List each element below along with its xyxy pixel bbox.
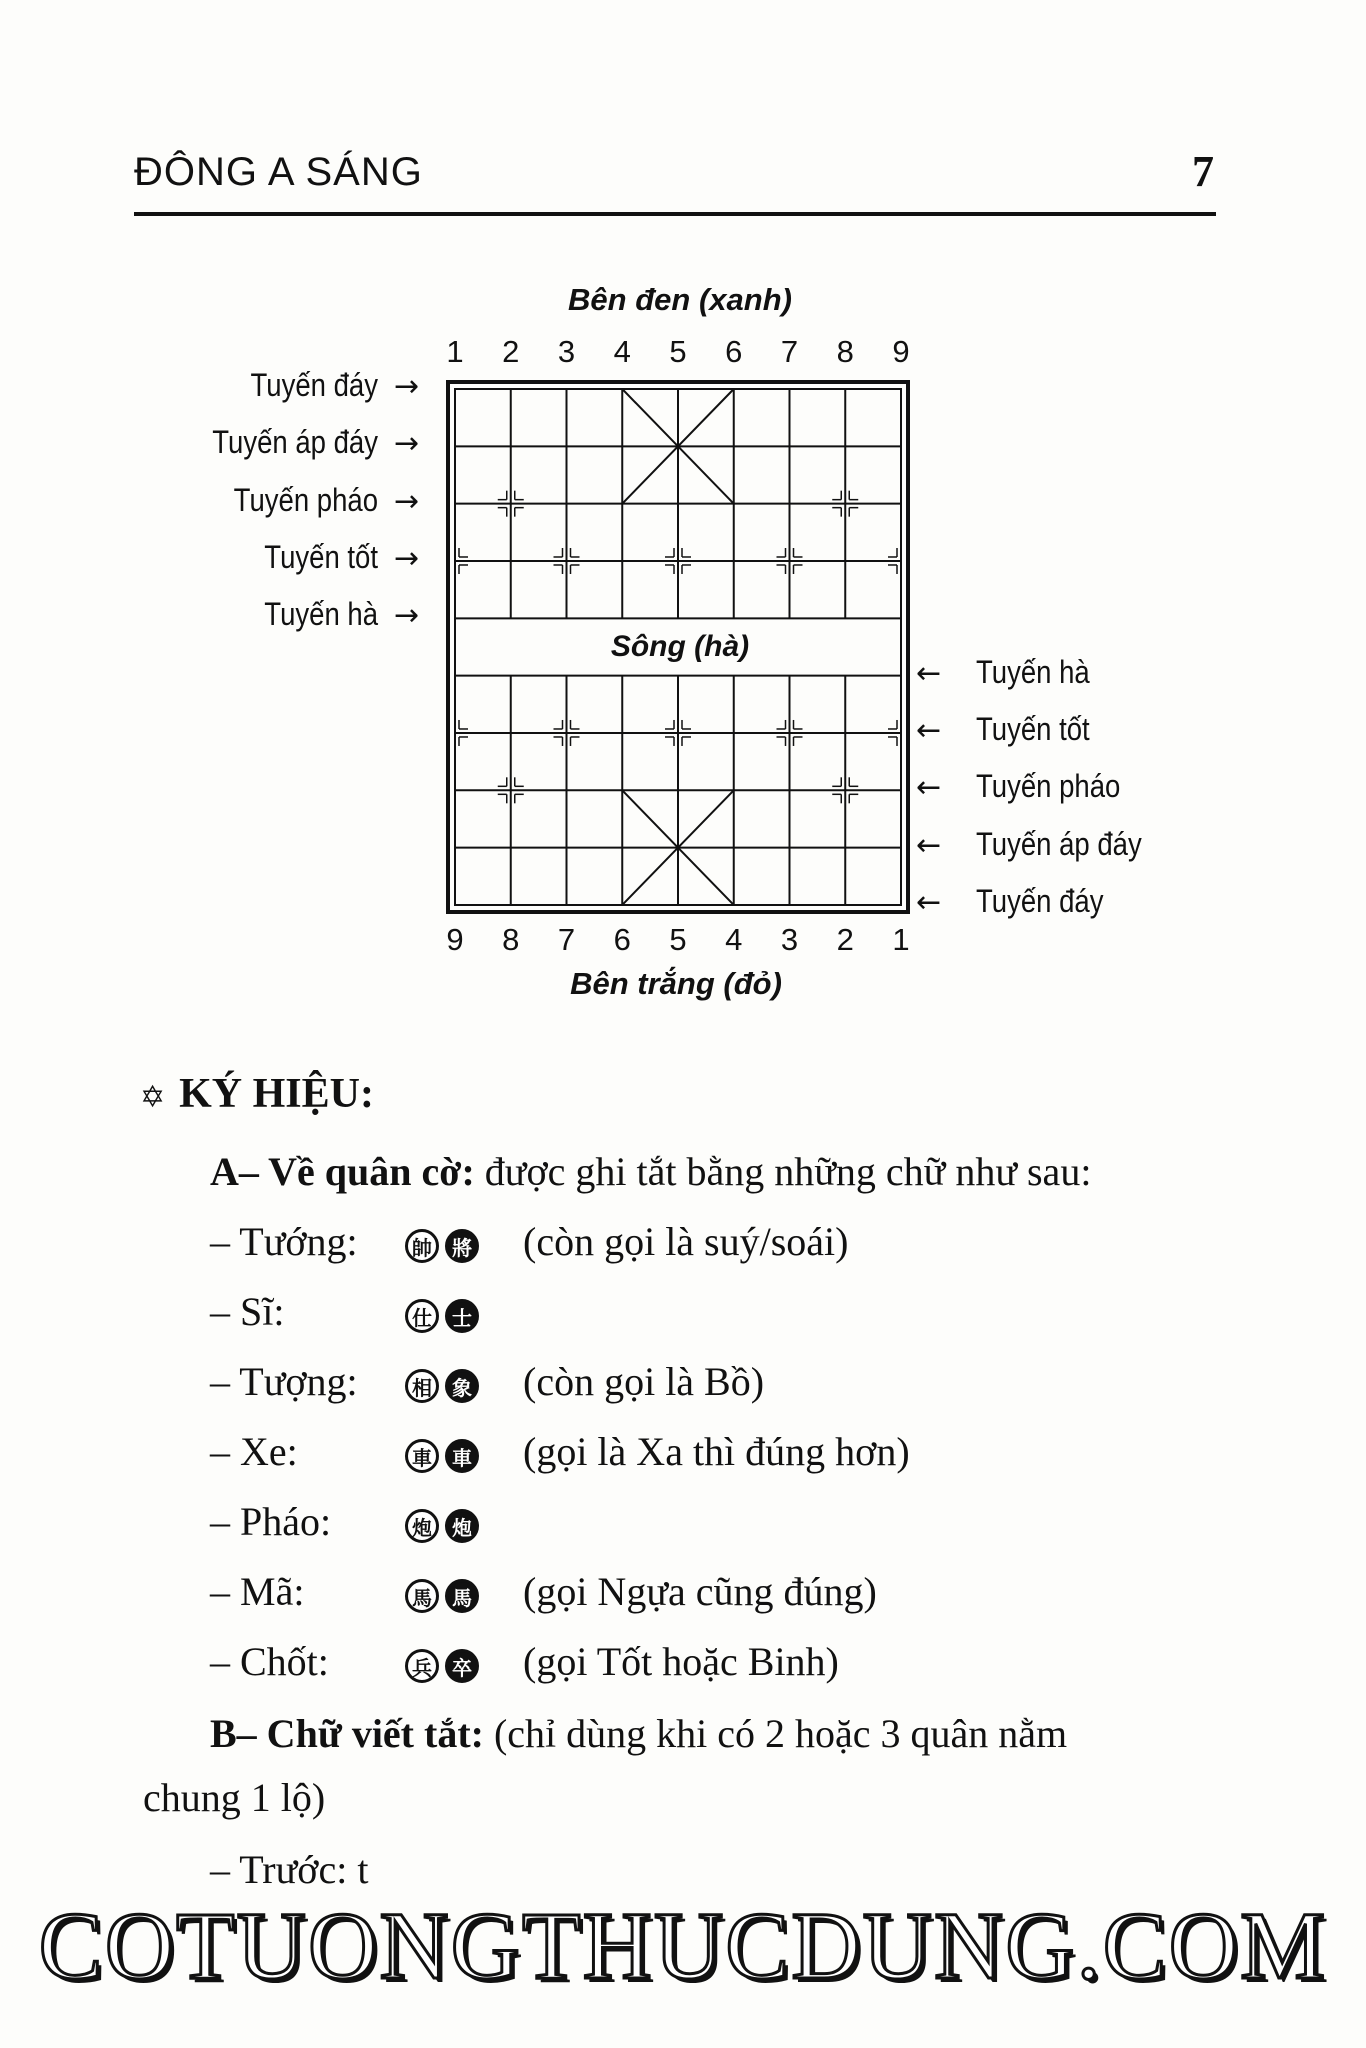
- rank-label-right: Tuyến pháo: [976, 768, 1121, 805]
- river-label: Sông (hà): [610, 630, 750, 663]
- file-number-top: 6: [725, 334, 743, 369]
- rank-label-left: Tuyến pháo: [233, 481, 378, 518]
- arrow-left-icon: ←: [916, 827, 942, 863]
- rank-label-left: Tuyến hà: [264, 596, 378, 633]
- file-number-top: 3: [557, 334, 576, 369]
- file-number-top: 4: [613, 334, 631, 369]
- piece-row: [210, 1498, 523, 1545]
- piece-row: [210, 1638, 839, 1685]
- rank-label-right: Tuyến hà: [976, 653, 1090, 690]
- arrow-right-icon: →: [394, 598, 420, 634]
- file-number-bottom: 4: [725, 922, 743, 957]
- xiangqi-board: [0, 0, 1366, 1000]
- arrow-right-icon: →: [394, 540, 420, 576]
- red-piece-icon: 炮: [405, 1509, 439, 1543]
- board-bottom-side-label: Bên trắng (đỏ): [570, 966, 782, 1001]
- file-number-bottom: 3: [780, 922, 799, 957]
- truoc-line: – Trước: t: [210, 1847, 369, 1892]
- arrow-left-icon: ←: [916, 770, 942, 806]
- piece-icons: [405, 1638, 523, 1685]
- piece-note: (gọi Tốt hoặc Binh): [523, 1639, 839, 1684]
- piece-note: (gọi là Xa thì đúng hơn): [523, 1429, 910, 1474]
- file-number-bottom: 9: [446, 922, 464, 957]
- section-heading: ✡ KÝ HIỆU:: [140, 1071, 374, 1117]
- header-title: ĐÔNG A SÁNG: [134, 150, 423, 194]
- file-number-top: 2: [502, 334, 520, 369]
- black-piece-icon: 士: [445, 1299, 479, 1333]
- black-piece-icon: 炮: [445, 1509, 479, 1543]
- piece-note: (còn gọi là suý/soái): [523, 1219, 849, 1264]
- rank-label-left: Tuyến áp đáy: [212, 424, 378, 461]
- piece-name: – Tướng:: [210, 1219, 358, 1264]
- arrow-right-icon: →: [394, 483, 420, 519]
- section-a-title: A– Về quân cờ:: [210, 1149, 475, 1194]
- file-number-bottom: 1: [892, 922, 910, 957]
- red-piece-icon: 車: [405, 1439, 439, 1473]
- black-piece-icon: 象: [445, 1369, 479, 1403]
- file-number-top: 1: [446, 334, 464, 369]
- black-piece-icon: 車: [445, 1439, 479, 1473]
- piece-name: – Mã:: [210, 1569, 305, 1614]
- piece-name: – Sĩ:: [210, 1289, 285, 1334]
- piece-name: – Chốt:: [210, 1639, 329, 1684]
- black-piece-icon: 將: [445, 1229, 479, 1263]
- rank-label-right: Tuyến tốt: [976, 710, 1090, 747]
- arrow-right-icon: →: [394, 369, 420, 404]
- file-number-bottom: 7: [557, 922, 576, 957]
- red-piece-icon: 仕: [405, 1299, 439, 1333]
- piece-icons: [405, 1568, 523, 1615]
- file-number-bottom: 2: [836, 922, 854, 957]
- rank-label-left: Tuyến tốt: [264, 538, 378, 575]
- red-piece-icon: 兵: [405, 1649, 439, 1683]
- section-a-line: [210, 1148, 1091, 1195]
- rank-label-right: Tuyến đáy: [976, 882, 1104, 919]
- piece-icons: [405, 1288, 523, 1335]
- section-b-line: [210, 1710, 1067, 1757]
- footer-watermark: COTUONGTHUCDUNG.COM: [38, 1892, 1328, 1999]
- file-number-bottom: 5: [669, 922, 687, 957]
- piece-icons: [405, 1358, 523, 1405]
- section-b-line-2: chung 1 lộ): [143, 1775, 326, 1820]
- page-number: 7: [1192, 147, 1214, 196]
- red-piece-icon: 相: [405, 1369, 439, 1403]
- red-piece-icon: 帥: [405, 1229, 439, 1263]
- piece-row: [210, 1288, 523, 1335]
- piece-row: [210, 1428, 910, 1475]
- arrow-right-icon: →: [394, 426, 420, 462]
- rank-label-right: Tuyến áp đáy: [976, 825, 1142, 862]
- file-number-top: 8: [836, 334, 854, 369]
- file-number-bottom: 8: [502, 922, 520, 957]
- arrow-left-icon: ←: [916, 884, 942, 920]
- black-piece-icon: 卒: [445, 1649, 479, 1683]
- piece-icons: [405, 1218, 523, 1265]
- black-piece-icon: 馬: [445, 1579, 479, 1613]
- piece-name: – Tượng:: [210, 1359, 358, 1404]
- arrow-left-icon: ←: [916, 655, 942, 691]
- piece-row: [210, 1358, 764, 1405]
- file-number-top: 7: [780, 334, 799, 369]
- arrow-left-icon: ←: [916, 712, 942, 748]
- file-number-top: 5: [669, 334, 687, 369]
- piece-note: (còn gọi là Bồ): [523, 1359, 765, 1404]
- file-number-top: 9: [892, 334, 910, 369]
- piece-row: [210, 1568, 877, 1615]
- section-b-text: (chỉ dùng khi có 2 hoặc 3 quân nằm: [483, 1711, 1068, 1756]
- section-b-title: B– Chữ viết tắt:: [210, 1711, 484, 1756]
- star-icon: ✡: [140, 1080, 166, 1115]
- piece-row: [210, 1218, 849, 1265]
- file-number-bottom: 6: [613, 922, 631, 957]
- board-top-side-label: Bên đen (xanh): [568, 282, 792, 317]
- rank-label-left: Tuyến đáy: [250, 367, 378, 403]
- red-piece-icon: 馬: [405, 1579, 439, 1613]
- section-a-text: được ghi tắt bằng những chữ như sau:: [474, 1149, 1092, 1194]
- piece-name: – Xe:: [210, 1429, 298, 1474]
- piece-icons: [405, 1498, 523, 1545]
- piece-name: – Pháo:: [210, 1499, 332, 1544]
- piece-icons: [405, 1428, 523, 1475]
- piece-note: (gọi Ngựa cũng đúng): [523, 1569, 877, 1614]
